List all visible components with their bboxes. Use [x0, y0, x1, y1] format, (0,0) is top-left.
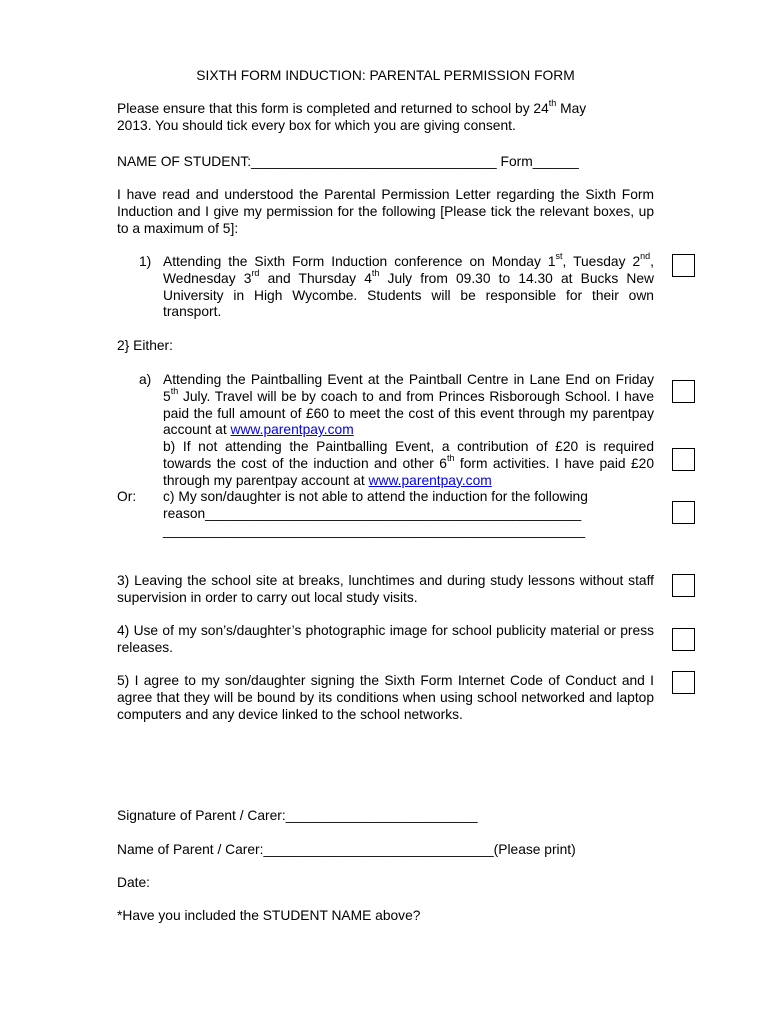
consent-item-5: 5) I agree to my son/daughter signing the Sixth Form Internet Code of Conduct and I agree that they will be bound by its conditions when using school networked and laptop computers and any device linked to the school networks. [117, 673, 654, 722]
parentpay-link[interactable]: www.parentpay.com [230, 422, 354, 438]
parentpay-link[interactable]: www.parentpay.com [368, 472, 492, 488]
consent-item-1 [117, 251, 654, 324]
consent-item-2b [117, 439, 654, 491]
item-2a-checkbox[interactable] [672, 380, 695, 403]
student-name-line: NAME OF STUDENT:________________________________ Form______ [117, 154, 579, 169]
reason-field-line[interactable]: _______________________________________________________ [163, 522, 586, 538]
item-4-checkbox[interactable] [672, 628, 695, 651]
parent-name-line[interactable]: Name of Parent / Carer:______________________________(Please print) [117, 842, 576, 857]
item-2a-label: a) [139, 372, 152, 387]
consent-item-3: 3) Leaving the school site at breaks, lunchtimes and during study lessons without staff supervision in order to carry out local study visits. [117, 573, 654, 605]
item-3-checkbox[interactable] [672, 574, 695, 597]
item-1-checkbox[interactable] [672, 254, 695, 277]
item-2c-checkbox[interactable] [672, 501, 695, 524]
item-2b-checkbox[interactable] [672, 448, 695, 471]
signature-line[interactable]: Signature of Parent / Carer:_________________________ [117, 808, 478, 823]
item-2b-text: b) If not attending the Paintballing Event, a contribution of £20 is required towards the cost of the induction and other 6th form activities. I have paid £20 through my parentpay account at www.parentpay.com [163, 439, 655, 488]
item-1-text: Attending the Sixth Form Induction conference on Monday 1st, Tuesday 2nd, Wednesday 3rd and Thursday 4th July from 09.30 to 14.30 at Bucks New University in High Wycombe. Students will be responsible for their own transport. [163, 251, 654, 320]
or-label: Or: [117, 489, 137, 504]
item-2a-text: Attending the Paintballing Event at the Paintball Centre in Lane End on Friday 5th July. Travel will be by coach to and from Princes Risborough School. I have paid the full amount of £60 to meet the cost of this event through my parentpay account at www.parentpay.com [163, 372, 654, 438]
consent-item-4: 4) Use of my son’s/daughter’s photographic image for school publicity material or press releases. [117, 623, 654, 655]
item-2-heading: 2} Either: [117, 338, 173, 353]
consent-statement: I have read and understood the Parental Permission Letter regarding the Sixth Form Induction and I give my permission for the following [Please tick the relevant boxes, up to a maximum of 5]: [117, 187, 654, 236]
item-1-number: 1) [139, 254, 152, 269]
item-2c-text: c) My son/daughter is not able to attend the induction for the following reason_________________________________________________ _______________________________________________________ [163, 489, 654, 539]
reminder-note: *Have you included the STUDENT NAME above? [117, 908, 421, 923]
consent-item-2c [117, 489, 654, 544]
intro-text: Please ensure that this form is completed and returned to school by 24th May 2013. You should tick every box for which you are giving consent. [117, 98, 587, 133]
item-5-checkbox[interactable] [672, 671, 695, 694]
form-title: SIXTH FORM INDUCTION: PARENTAL PERMISSION FORM [196, 68, 575, 83]
reason-field-line[interactable]: reason_________________________________________________ [163, 505, 582, 521]
date-label: Date: [117, 875, 150, 890]
consent-item-2a [117, 372, 654, 442]
